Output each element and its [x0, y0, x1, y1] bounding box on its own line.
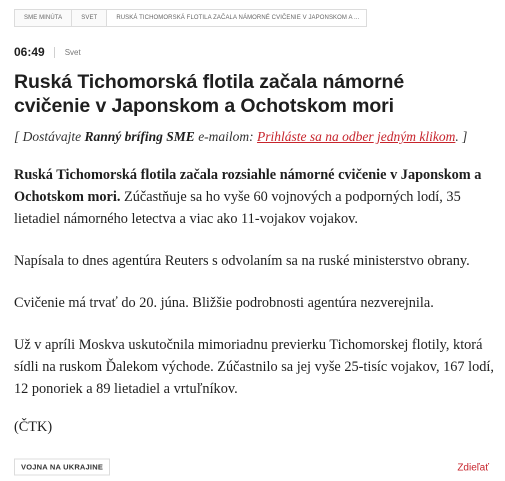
article-paragraph: Napísala to dnes agentúra Reuters s odvolaním sa na ruské ministerstvo obrany. [14, 253, 470, 269]
article-paragraph: Cvičenie má trvať do 20. júna. Bližšie podrobnosti agentúra nezverejnila. [14, 295, 434, 311]
breadcrumb-item-current: RUSKÁ TICHOMORSKÁ FLOTILA ZAČALA NÁMORNÉ CVIČENIE V JAPONSKOM A ... [106, 9, 367, 27]
newsletter-promo [14, 127, 494, 147]
article-body [14, 164, 494, 438]
article-lead-paragraph [14, 164, 494, 230]
breadcrumb [14, 9, 366, 27]
article-source: (ČTK) [14, 419, 53, 435]
topic-tag[interactable]: VOJNA NA UKRAJINE [14, 459, 110, 476]
promo-bracket-close: . ] [455, 129, 468, 144]
article-title: Ruská Tichomorská flotila začala námorné cvičenie v Japonskom a Ochotskom mori [14, 71, 405, 117]
newsletter-signup-link[interactable]: Prihláste sa na odber [257, 129, 374, 144]
article-paragraph: Už v apríli Moskva uskutočnila mimoriadnu previerku Tichomorskej flotily, ktorá sídli na ruskom Ďalekom východe. Zúčastnilo sa jej vyše 25-tisíc vojakov, 167 lodí, 12 ponoriek a 89 lietadiel a vrtuľníkov. [14, 337, 494, 397]
share-link[interactable]: Zdieľať [457, 462, 489, 474]
section-label: Svet [64, 47, 81, 57]
breadcrumb-item-svet[interactable]: SVET [71, 9, 107, 27]
one-click-link[interactable]: jedným klikom [377, 129, 456, 144]
promo-newsletter-name: Ranný brífing SME [84, 129, 195, 144]
publish-time: 06:49 [14, 45, 45, 59]
promo-middle: e-mailom: [194, 129, 258, 144]
meta-divider [54, 47, 55, 58]
article-meta [14, 45, 81, 59]
breadcrumb-item-sme-minuta[interactable]: SME MINÚTA [14, 9, 72, 27]
article-lead-bold: Ruská Tichomorská flotila začala rozsiahle námorné cvičenie v Japonskom a Ochotskom mori. [14, 167, 482, 205]
promo-bracket-open: [ [14, 129, 23, 144]
promo-prefix: Dostávajte [22, 129, 85, 144]
article-lead-rest: Zúčastňuje sa ho vyše 60 vojnových a podporných lodí, 35 lietadiel námorného letectva a viac ako 11-vojakov vojakov. [14, 189, 461, 227]
